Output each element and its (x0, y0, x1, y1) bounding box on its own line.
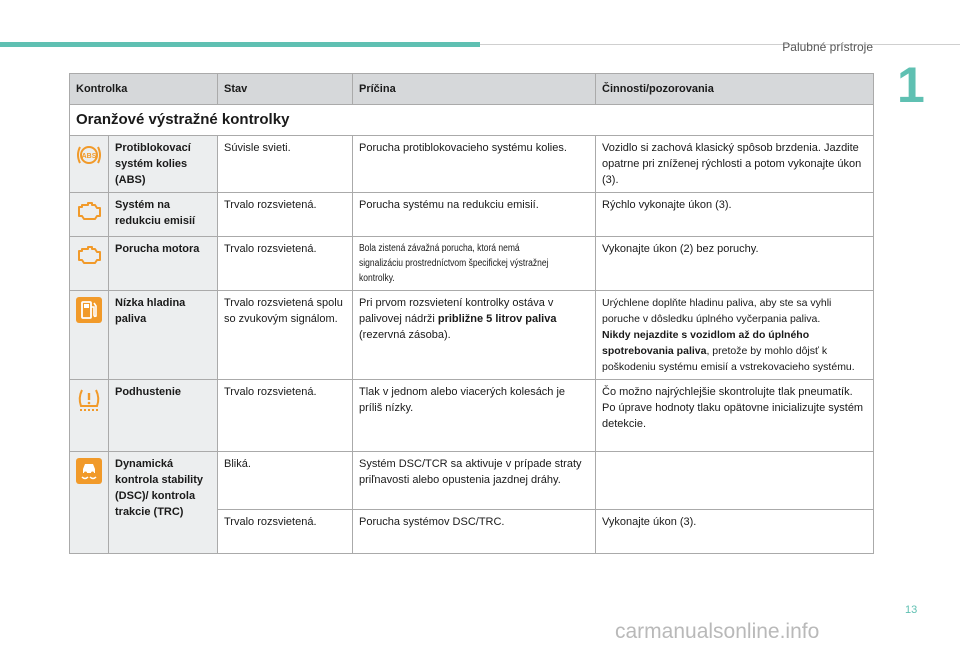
row-name: Podhustenie (109, 380, 218, 452)
chapter-number: 1 (897, 57, 925, 113)
section-title: Palubné prístroje (782, 40, 873, 54)
fuel-pump-icon (76, 297, 102, 323)
row-stav: Bliká. (218, 452, 353, 510)
row-name: Nízka hladina paliva (109, 291, 218, 380)
abs-warning-icon (75, 142, 103, 168)
row-cinnost: Urýchlene doplňte hladinu paliva, aby ste sa vyhli poruche v dôsledku úplného vyčerpania paliva. Nikdy nejazdite s vozidlom až do úplného spotrebovania paliva, pretože by mohlo dôjsť k poškodeniu systému emisií a vstrekovacieho systému. (596, 291, 874, 380)
page-number: 13 (905, 604, 918, 616)
column-header-kontrolka: Kontrolka (70, 74, 218, 105)
row-cinnost: Vykonajte úkon (3). (596, 510, 874, 554)
table-row (70, 380, 874, 452)
group-row (70, 105, 874, 136)
row-cinnost: Rýchlo vykonajte úkon (3). (596, 193, 874, 237)
table-row (70, 136, 874, 193)
group-title: Oranžové výstražné kontrolky (70, 105, 874, 136)
row-stav: Súvisle svieti. (218, 136, 353, 193)
row-name: Systém na redukciu emisií (109, 193, 218, 237)
tyre-pressure-icon (75, 386, 103, 414)
row-pricina: Porucha systémov DSC/TRC. (353, 510, 596, 554)
warning-lights-table (69, 73, 874, 554)
row-stav: Trvalo rozsvietená. (218, 237, 353, 291)
header-divider (480, 44, 960, 45)
row-cinnost (596, 452, 874, 510)
svg-text:ABS: ABS (81, 153, 97, 160)
engine-fault-icon (75, 243, 103, 267)
watermark: carmanualsonline.info (615, 620, 820, 643)
row-name: Porucha motora (109, 237, 218, 291)
row-pricina: Bola zistená závažná porucha, ktorá nemá signalizáciu prostredníctvom špecifickej výstražnej kontrolky. (359, 243, 549, 284)
row-pricina: Porucha protiblokovacieho systému kolies. (353, 136, 596, 193)
row-stav: Trvalo rozsvietená spolu so zvukovým signálom. (218, 291, 353, 380)
row-cinnost: Vozidlo si zachová klasický spôsob brzdenia. Jazdite opatrne pri zníženej rýchlosti a potom vykonajte úkon (3). (596, 136, 874, 193)
row-name: Dynamická kontrola stability (DSC)/ kontrola trakcie (TRC) (109, 452, 218, 554)
table-header-row (70, 74, 874, 105)
row-pricina: Systém DSC/TCR sa aktivuje v prípade straty priľnavosti alebo opustenia jazdnej dráhy. (353, 452, 596, 510)
table-row (70, 237, 874, 291)
row-cinnost: Vykonajte úkon (2) bez poruchy. (596, 237, 874, 291)
column-header-stav: Stav (218, 74, 353, 105)
table-row (70, 291, 874, 380)
row-stav: Trvalo rozsvietená. (218, 380, 353, 452)
row-cinnost: Čo možno najrýchlejšie skontrolujte tlak pneumatík. Po úprave hodnoty tlaku opätovne inicializujte systém detekcie. (596, 380, 874, 452)
table-row (70, 452, 874, 510)
row-stav: Trvalo rozsvietená. (218, 510, 353, 554)
table-row (70, 193, 874, 237)
stability-control-icon (76, 458, 102, 484)
engine-emission-icon (75, 199, 103, 223)
row-name: Protiblokovací systém kolies (ABS) (109, 136, 218, 193)
row-stav: Trvalo rozsvietená. (218, 193, 353, 237)
column-header-pricina: Príčina (353, 74, 596, 105)
column-header-cinnosti: Činnosti/pozorovania (596, 74, 874, 105)
row-pricina: Pri prvom rozsvietení kontrolky ostáva v palivovej nádrži približne 5 litrov paliva (rezervná zásoba). (353, 291, 596, 380)
row-pricina: Porucha systému na redukciu emisií. (353, 193, 596, 237)
header-accent-bar (0, 42, 480, 47)
row-pricina: Tlak v jednom alebo viacerých kolesách je príliš nízky. (353, 380, 596, 452)
